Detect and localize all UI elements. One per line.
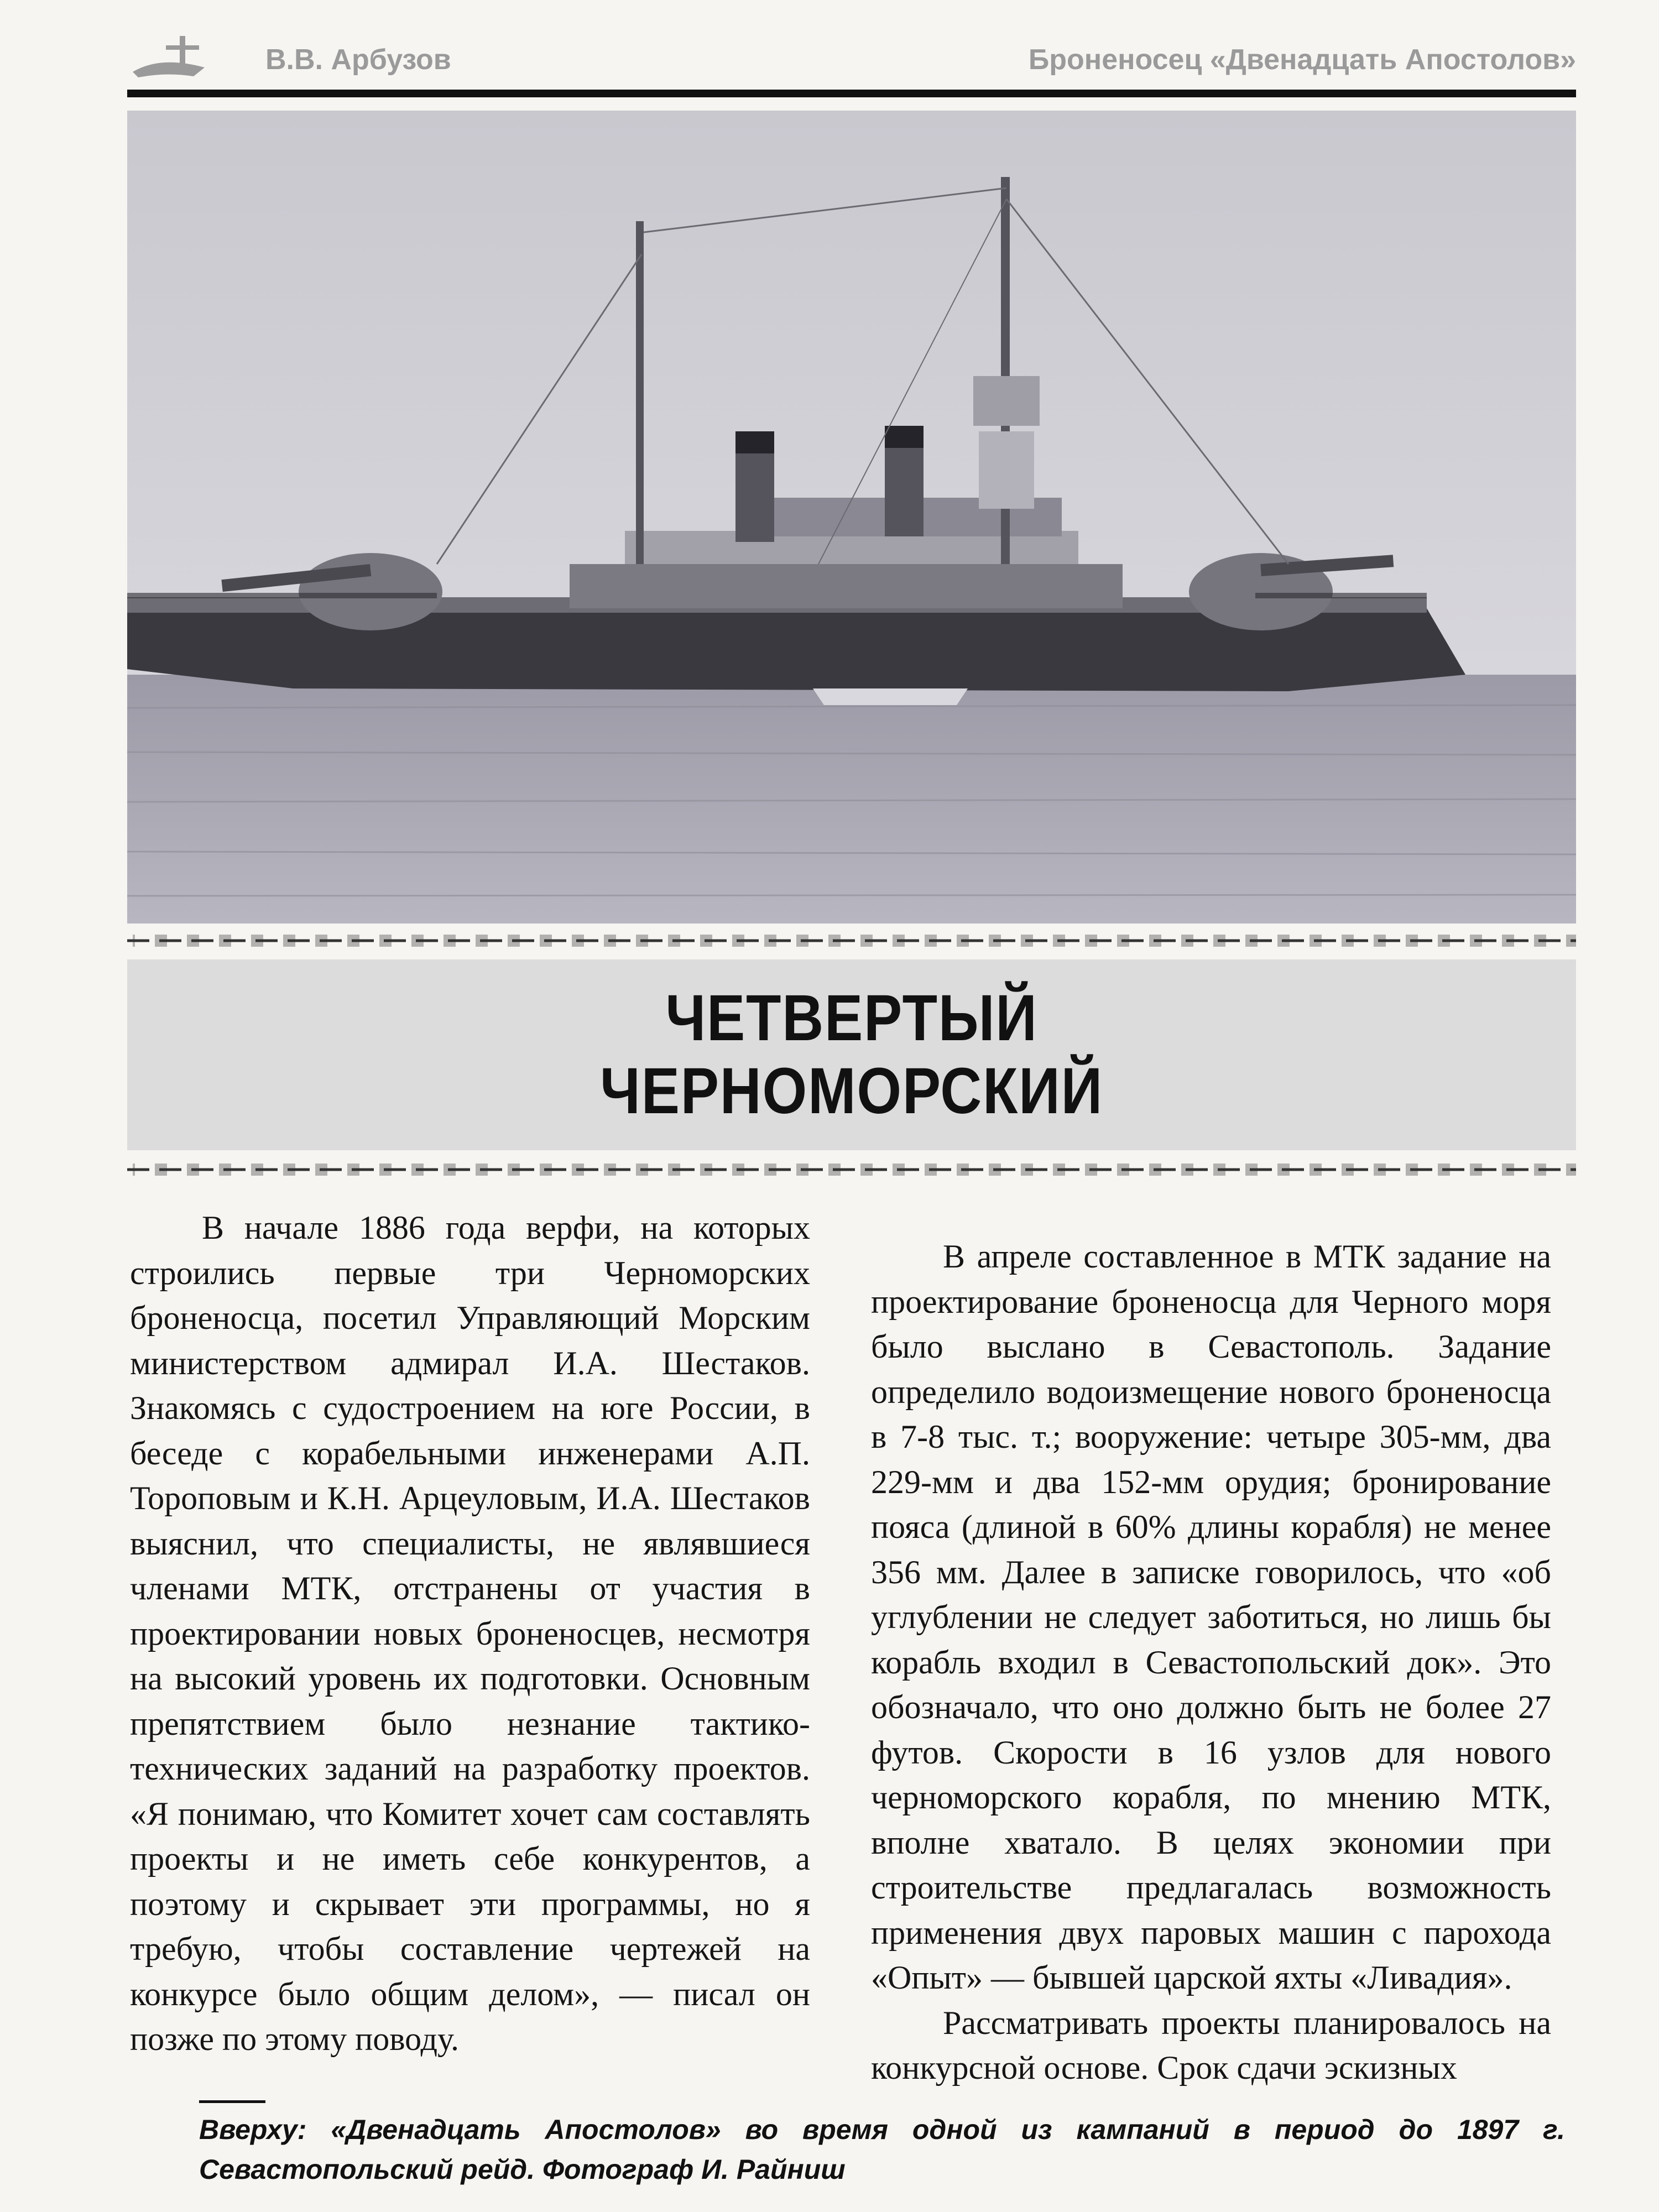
battleship-photo-image	[127, 111, 1576, 924]
battleship-photo	[127, 111, 1576, 924]
header-rule	[127, 90, 1576, 97]
paragraph: В апреле составленное в МТК задание на проектирование броненосца для Черного моря было выслано в Севастополь. Задание определило водоизмещение нового броненосца в 7-8 тыс. т.; вооружение: четыре 305-мм, два 229-мм и два 152-мм орудия; бронирование пояса (длиной в 60% длины корабля) не менее 356 мм. Далее в записке говорилось, что «об углублении не следует заботиться, но лишь бы корабль входил в Севастопольский док». Это обозначало, что оно должно быть не более 27 футов. Скорости в 16 узлов для нового черноморского корабля, по мнению МТК, вполне хватало. В целях экономии при строительстве предлагалась возможность применения двух паровых машин с парохода «Опыт» — бывшей царской яхты «Ливадия».	[871, 1238, 1551, 1996]
paragraph: В начале 1886 года верфи, на которых строились первые три Черноморских броненосца, посетил Управляющий Морским министерством адмирал И.А. Шестаков. Знакомясь с судостроением на юге России, в беседе с корабельными инженерами А.П. Тороповым и К.Н. Арцеуловым, И.А. Шестаков выяснил, что специалисты, не являвшиеся членами МТК, отстранены от участия в проектировании новых броненосцев, несмотря на высокий уровень их подготовки. Основным препятствием было незнание тактико-технических заданий на разработку проектов. «Я понимаю, что Комитет хочет сам составлять проекты и не иметь себе конкурентов, а поэтому и скрывает эти программы, но я требую, чтобы составление чертежей на конкурсе было общим делом», — писал он позже по этому поводу.	[130, 1209, 810, 2057]
chain-divider-bottom	[127, 1160, 1576, 1179]
chain-divider-top	[127, 931, 1576, 950]
title-line-2: ЧЕРНОМОРСКИЙ	[600, 1055, 1103, 1128]
photo-caption: Вверху: «Двенадцать Апостолов» во время одной из кампаний в период до 1897 г. Севастопольский рейд. Фотограф И. Райниш	[199, 2114, 1565, 2185]
caption-rule	[199, 2100, 265, 2103]
paragraph: Рассматривать проекты планировалось на конкурсной основе. Срок сдачи эскизных	[871, 2004, 1551, 2086]
anchor-logo-icon	[127, 33, 216, 83]
header-right-title: Броненосец «Двенадцать Апостолов»	[1028, 44, 1576, 76]
article-column-left	[130, 1206, 810, 2062]
article-column-right	[871, 1234, 1551, 2091]
title-line-1: ЧЕТВЕРТЫЙ	[665, 982, 1038, 1055]
article-title-band	[127, 959, 1576, 1150]
header-author: В.В. Арбузов	[265, 44, 451, 76]
article-title	[214, 982, 1489, 1128]
page-header	[127, 28, 1576, 88]
